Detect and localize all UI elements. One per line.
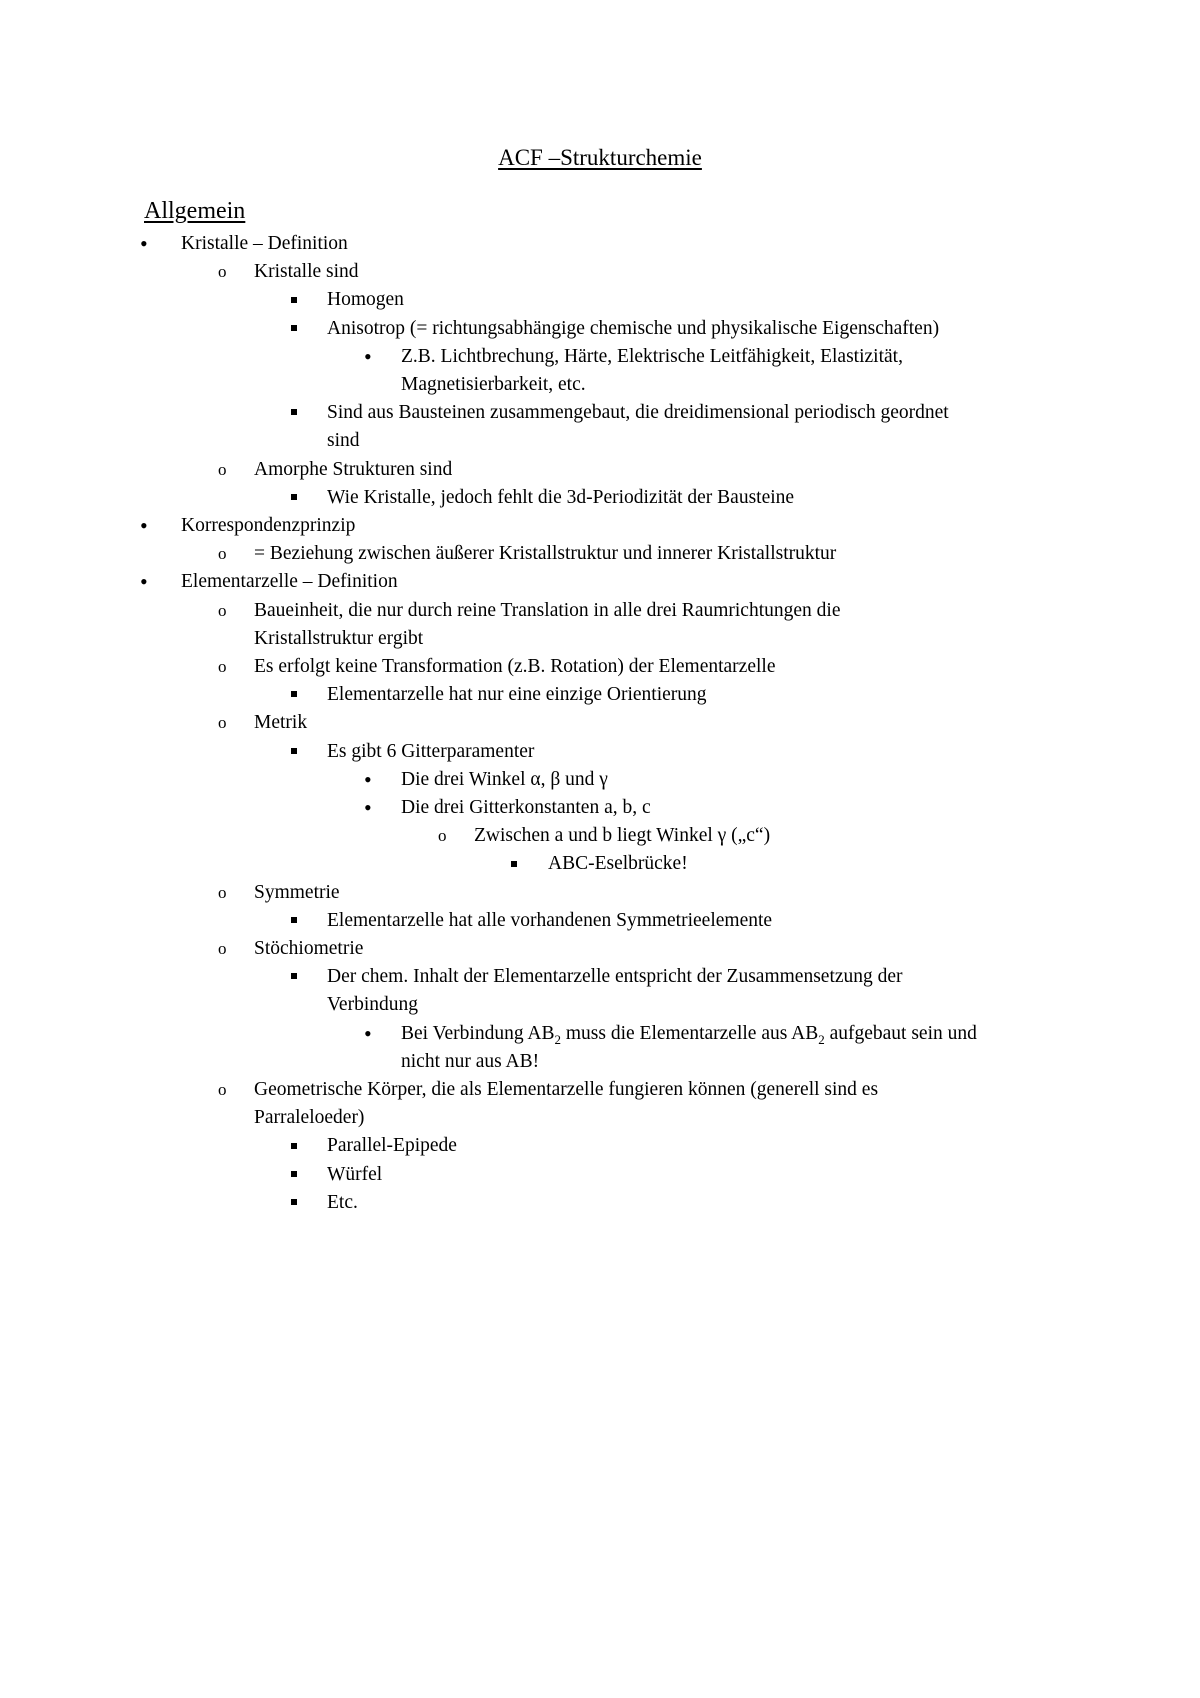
bullet-marker-icon [291, 907, 297, 935]
list-item: Geometrische Körper, die als Elementarzelle fungieren können (generell sind es [254, 1079, 879, 1100]
list-item: Sind aus Bausteinen zusammengebaut, die dreidimensional periodisch geordnet [327, 402, 949, 424]
bullet-marker-icon [291, 315, 297, 343]
bullet-marker-icon [218, 653, 227, 681]
list-item: Homogen [327, 289, 404, 311]
list-item: Der chem. Inhalt der Elementarzelle entspricht der Zusammensetzung der [327, 966, 903, 988]
bullet-marker-icon [291, 286, 297, 314]
bullet-marker-icon [291, 681, 297, 709]
bullet-marker-icon [291, 738, 297, 766]
list-item: Es gibt 6 Gitterparamenter [327, 740, 535, 762]
list-item-continuation: Magnetisierbarkeit, etc. [401, 374, 586, 395]
list-item: Zwischen a und b liegt Winkel γ („c“) [474, 825, 771, 847]
list-item-continuation: Kristallstruktur ergibt [254, 627, 424, 649]
bullet-marker-icon [218, 935, 227, 963]
list-item: Stöchiometrie [254, 938, 364, 959]
bullet-marker-icon [218, 258, 227, 286]
list-item: Korrespondenzprinzip [181, 515, 356, 536]
bullet-marker-icon [218, 879, 227, 907]
bullet-marker-icon [218, 709, 227, 737]
bullet-marker-icon [291, 1132, 297, 1160]
list-item: Kristalle – Definition [181, 233, 348, 254]
bullet-marker-icon [291, 399, 297, 427]
list-item: Anisotrop (= richtungsabhängige chemische und physikalische Eigenschaften) [327, 317, 940, 339]
bullet-marker-icon [140, 230, 148, 260]
bullet-marker-icon [140, 512, 148, 542]
list-item: Z.B. Lichtbrechung, Härte, Elektrische Leitfähigkeit, Elastizität, [401, 345, 903, 367]
list-item: Metrik [254, 712, 308, 734]
bullet-marker-icon [218, 1076, 227, 1104]
bullet-marker-icon [291, 1189, 297, 1217]
bullet-marker-icon [291, 1161, 297, 1189]
list-item: Würfel [327, 1163, 383, 1185]
list-item: = Beziehung zwischen äußerer Kristallstruktur und innerer Kristallstruktur [254, 543, 837, 565]
list-item: Symmetrie [254, 881, 340, 903]
list-item: Es erfolgt keine Transformation (z.B. Rotation) der Elementarzelle [254, 656, 776, 677]
bullet-marker-icon [291, 963, 297, 991]
list-item: Baueinheit, die nur durch reine Translation in alle drei Raumrichtungen die [254, 599, 841, 621]
list-item: Etc. [327, 1191, 358, 1213]
list-item: ABC-Eselbrücke! [548, 853, 688, 875]
bullet-marker-icon [218, 597, 227, 625]
bullet-marker-icon [291, 484, 297, 512]
list-item: Bei Verbindung $AB_2$ muss die Elementarzelle aus $AB_2$ aufgebaut sein und [401, 1022, 977, 1047]
list-item: Elementarzelle hat nur eine einzige Orientierung [327, 684, 707, 706]
list-item: Parallel-Epipede [327, 1135, 457, 1157]
bullet-marker-icon [364, 343, 372, 373]
list-item: Die drei Winkel α, β und γ [401, 768, 608, 790]
list-item: Wie Kristalle, jedoch fehlt die 3d-Periodizität der Bausteine [327, 486, 795, 508]
list-item-continuation: Parraleloeder) [254, 1107, 365, 1129]
bullet-marker-icon [364, 794, 372, 824]
list-item-continuation: sind [327, 430, 360, 452]
list-item-continuation: Verbindung [327, 994, 418, 1016]
list-item: Elementarzelle hat alle vorhandenen Symmetrieelemente [327, 909, 773, 931]
bullet-marker-icon [218, 456, 227, 484]
list-item-continuation: nicht nur aus AB! [401, 1050, 540, 1072]
bullet-marker-icon [364, 1020, 372, 1050]
list-item: Die drei Gitterkonstanten a, b, c [401, 797, 651, 818]
list-item: Elementarzelle – Definition [181, 571, 398, 593]
bullet-marker-icon [140, 568, 148, 598]
bullet-marker-icon [438, 822, 447, 850]
bullet-marker-icon [511, 850, 517, 878]
section-heading: Allgemein [144, 198, 246, 224]
bullet-marker-icon [364, 766, 372, 796]
bullet-marker-icon [218, 540, 227, 568]
list-item: Amorphe Strukturen sind [254, 458, 453, 480]
list-item: Kristalle sind [254, 261, 359, 283]
document-title: ACF –Strukturchemie [498, 145, 702, 170]
